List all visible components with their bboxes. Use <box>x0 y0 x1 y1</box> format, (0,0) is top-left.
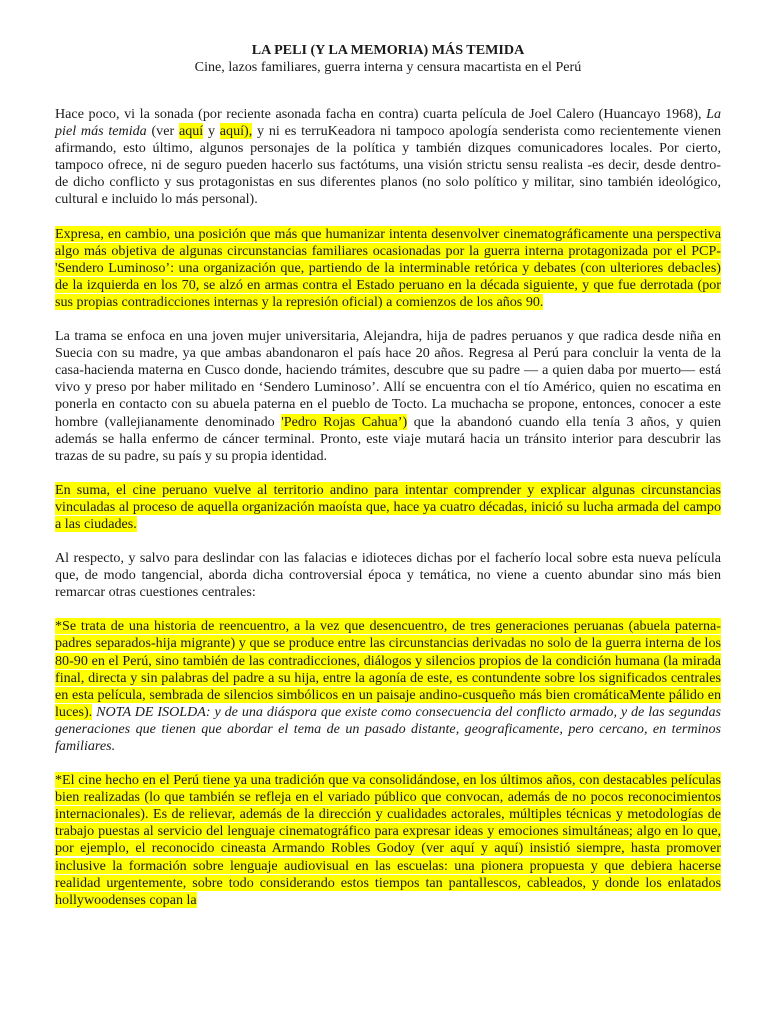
p6-highlight: *Se trata de una historia de reencuentro, a la vez que desencuentro, de tres generaciones peruanas (abuela paterna-padres separados-hija migrante) y que se produce entre las circunstancias derivadas no solo de la guerra interna de los 80-90 en el Perú, sino también de las contradicciones, diálogos y silencios propios de la condición humana (la mirada final, directa y sin palabras del padre a su hija, entre la agonía de este, es contundente sobre los significados centrales en esta película, sembrada de silencios simbólicos en un paisaje andino-cusqueño más bien cromáticaMente pálido en luces). <box>55 618 721 720</box>
article-title: LA PELI (Y LA MEMORIA) MÁS TEMIDA <box>251 42 525 58</box>
film-title: La piel más temida <box>55 106 721 140</box>
paragraph-7 <box>55 772 721 909</box>
paragraph-6 <box>55 618 721 755</box>
p5-text: Al respecto, y salvo para deslindar con las falacias e idioteces dichas por el facherío local sobre esta nueva película que, de modo tangencial, aborda dicha controversial época y temática, no viene a cuento abundar sino más bien remarcar otras cuestiones centrales: <box>55 550 721 601</box>
p3-text-a: La trama se enfoca en una joven mujer universitaria, Alejandra, hija de padres peruanos y que radica desde niña en Suecia con su madre, ya que ambas abandonaron el país hace 20 años. Regresa al Perú para concluir la venta de la casa-hacienda materna en Cusco donde, haciendo trámites, descubre que su padre — a quien daba por muerto— está vivo y preso por haber militado en ‘Sendero Luminoso’. Allí se encuentra con el tío Américo, quien no escatima en ponerla en contacto con su abuela paterna en el pueblo de Tocto. La muchacha se propone, entonces, conocer a este hombre (vallejianamente denominado <box>55 328 721 430</box>
paragraph-5 <box>55 550 721 601</box>
p7-highlight: *El cine hecho en el Perú tiene ya una tradición que va consolidándose, en los últimos años, con destacables películas bien realizadas (lo que también se refleja en el variado público que convocan, además de no pocos reconocimientos internacionales). Es de relievar, además de la dirección y cualidades actorales, múltiples técnicas y metodologías de trabajo puestas al servicio del lenguaje cinematográfico para expresar ideas y emociones simultáneas; algo en lo que, por ejemplo, el reconocido cineasta Armando Robles Godoy (ver aquí y aquí) insistió siempre, hasta promover inclusive la formación sobre lenguaje audiovisual en las escuelas: una pionera propuesta y que debiera hacerse realidad urgentemente, sobre todo considerando estos tiempos tan pantallescos, cableados, y donde los enlatados hollywoodenses copan la <box>55 772 721 908</box>
paragraph-2 <box>55 226 721 311</box>
paragraph-3 <box>55 328 721 465</box>
isolda-note: NOTA DE ISOLDA: y de una diáspora que existe como consecuencia del conflicto armado, y de las segundas generaciones que tienen que abordar el tema de un pasado distante, geograficamente, pero cercano, en terminos familiares. <box>55 703 721 754</box>
p3-text-b: que la abandonó cuando ella tenía 3 años, y quien además se halla enfermo de cáncer terminal. Pronto, este viaje mutará hacia un tránsito interior para descubrir las trazas de su padre, su país y su propia identidad. <box>55 413 721 464</box>
link-aqui-2[interactable]: aquí), <box>219 123 253 140</box>
paragraph-4 <box>55 482 721 533</box>
p1-text-c: y <box>203 123 220 140</box>
article-subtitle: Cine, lazos familiares, guerra interna y censura macartista en el Perú <box>194 59 582 75</box>
p1-text-a: Hace poco, vi la sonada (por reciente asonada facha en contra) cuarta película de Joel Calero (Huancayo 1968), <box>55 106 707 122</box>
p2-highlight: Expresa, en cambio, una posición que más que humanizar intenta desenvolver cinematográficamente una perspectiva algo más objetiva de algunas circunstancias familiares ocasionadas por la guerra interna protagonizada por el PCP-'Sendero Luminoso’: una organización que, partiendo de la interminable retórica y debates (con ulteriores debacles) de la izquierda en los 70, se alzó en armas contra el Estado peruano en la década siguiente, y que fue derrotada (por sus propias contradicciones internas y la represión oficial) a comienzos de los años 90. <box>55 225 721 310</box>
p1-text-d: y ni es terruKeadora ni tampoco apología senderista como recientemente vienen afirmando, esto último, algunos personajes de la política y también dizques comunicadores locales. Por cierto, tampoco ofrece, ni de seguro pueden hacerlo sus factótums, una visión strictu sensu realista -es decir, desde dentro- de dicho conflicto y sus protagonistas en sus diferentes planos (no solo político y militar, sino también ideológico, cultural e incluido lo más personal). <box>55 123 722 208</box>
p3-highlight-name: 'Pedro Rojas Cahua’) <box>281 413 408 430</box>
paragraph-1 <box>55 106 721 209</box>
link-aqui-1[interactable]: aquí <box>178 123 204 140</box>
p1-text-b: (ver <box>146 123 179 140</box>
p4-highlight: En suma, el cine peruano vuelve al territorio andino para intentar comprender y explicar algunas circunstancias vinculadas al proceso de aquella organización maoísta que, hace ya cuatro décadas, inició su lucha armada del campo a las ciudades. <box>55 481 721 532</box>
